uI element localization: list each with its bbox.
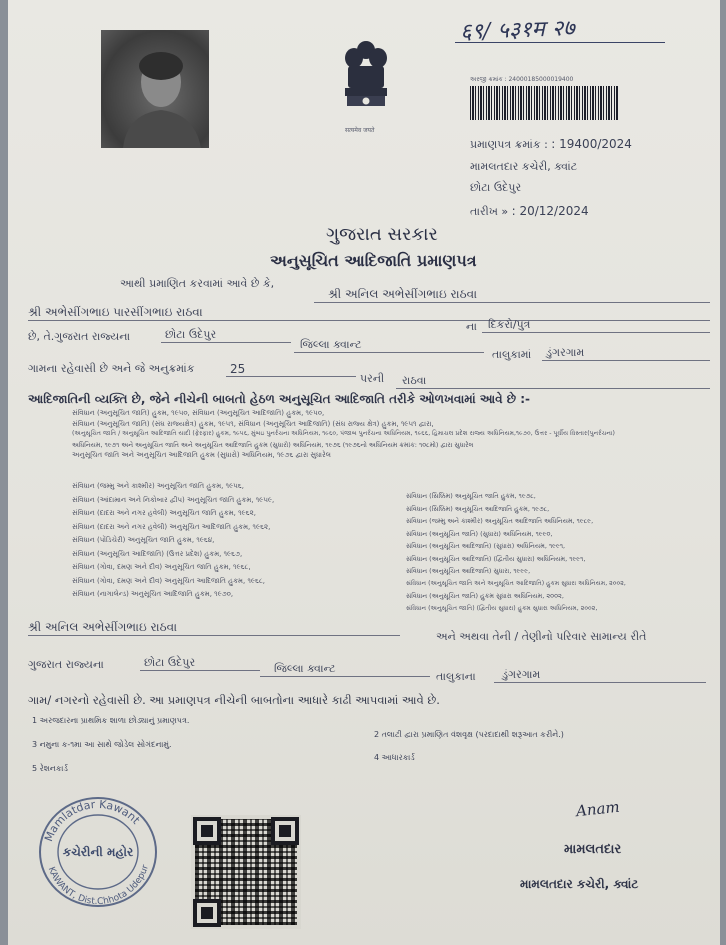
- certificate-number-label: પ્રમાણપત્ર ક્રમાંક :: [470, 138, 548, 151]
- order-item: સંવિધાન (અનુસૂચિત આદિજાતિ) (દ્વિતીય સુધારા) અધિનિયમ, ૧૯૯૧,: [406, 554, 586, 563]
- svg-text:KAWANT, Dist.Chhota Udepur: [46, 863, 151, 907]
- order-item: સંવિધાન (અનુસૂચિત જાતિ) (સુધારા) અધિનિયમ, ૧૯૯૦,: [406, 529, 553, 538]
- signature: Anam: [575, 797, 621, 821]
- document-item: 1 અરજદારના પ્રાથમિક શાળા છોડ્યાનું પ્રમાણપત્ર.: [32, 716, 190, 725]
- qr-code: [191, 815, 301, 929]
- document-item: 3 નમુના ક-૧મા આ સાથે જોડેલ સોગંદનામું.: [32, 740, 172, 749]
- national-emblem-icon: [338, 38, 394, 128]
- order-item: સંવિધાન (અનુસૂચિત આદિજાતિ) (સુધારા) અધિનિયમ, ૧૯૯૧,: [406, 542, 566, 550]
- qr-finder: [193, 899, 221, 927]
- government-title: ગુજરાત સરકાર: [326, 224, 438, 245]
- order-item: સંવિધાન (આંદામાન અને નિકોબાર દ્વીપ) અનુસૂચિત જાતિ હુકમ, ૧૯૫૯,: [72, 495, 275, 504]
- document-item: 2 તલાટી દ્વારા પ્રમાણિત વંશવૃક્ષ (પરદાદાથી શરૂઆત કરીને.): [374, 730, 564, 739]
- order-item: સંવિધાન (ગોવા, દમણ અને દીવ) અનુસૂચિત આદિજાતિ હુકમ, ૧૯૬૮,: [72, 576, 266, 585]
- seal-bottom-text: KAWANT, Dist.Chhota Udepur: [45, 863, 152, 908]
- tribe: રાઠવા: [396, 374, 710, 389]
- applicant-name-2: શ્રી અનિલ અભેસીંગભાઇ રાઠવા: [28, 620, 400, 636]
- resident-text: ગામના રહેવાસી છે અને જે અનુક્રમાંક: [28, 362, 195, 375]
- constitution-line: સંવિધાન (અનુસૂચિત જાતિ) (સંઘ રાજ્યક્ષેત્ર) હુકમ, ૧૯૫૧, સંવિધાન (અનુસૂચિત આદિજાતિ) (સંઘ રાજ્ય ક્ષેત્ર) હુકમ, ૧૯૫૧ દ્વારા,: [72, 419, 434, 428]
- document-item: 4 આધારકાર્ડ: [374, 753, 415, 762]
- office-seal-stamp: [28, 790, 166, 912]
- barcode: [470, 86, 618, 120]
- certify-text: આથી પ્રમાણિત કરવામાં આવે છે કે,: [120, 277, 275, 290]
- seal-center-text: કચેરીની મહોર: [62, 845, 134, 859]
- district-value-2: છોટા ઉદેપુર: [140, 656, 260, 671]
- office-line-2: છોટા ઉદેપુર: [470, 181, 522, 194]
- basis-sentence: ગામ/ નગરનો રહેવાસી છે. આ પ્રમાણપત્ર નીચેની બાબતોના આધારે કાઢી આપવામાં આવે છે.: [28, 693, 440, 707]
- certificate-title: અનુસૂચિત આદિજાતિ પ્રમાણપત્ર: [270, 251, 477, 270]
- applicant-name: શ્રી અનિલ અભેસીંગભાઇ રાઠવા: [314, 287, 710, 303]
- emblem-caption: सत्यमेव जयते: [345, 127, 375, 134]
- family-text: અને અથવા તેની / તેણીનો પરિવાર સામાન્ય રીતે: [436, 630, 647, 643]
- order-item: સંવિધાન (અનુસૂચિત આદિજાતિ) સુધારા, ૧૯૯૯,: [406, 567, 531, 575]
- na-label: ના: [466, 320, 477, 333]
- certificate-number: : 19400/2024: [551, 137, 632, 151]
- father-name: શ્રી અભેસીંગભાઇ પારસીંગભાઇ રાઠવા: [28, 305, 710, 321]
- person-silhouette-icon: [101, 30, 209, 148]
- village-2: ડુંગરગામ: [494, 668, 706, 683]
- state-prefix: છે, તે.ગુજરાત રાજ્યના: [28, 330, 131, 343]
- orders-left-column: [72, 480, 274, 602]
- order-item: સંવિધાન (અનુસૂચિત જાતિ) (દ્વિતીય સુધારા) હુકમ સુધારા અધિનિયમ, ૨૦૦૨,: [406, 604, 598, 612]
- designation-office: મામલતદાર કચેરી, ક્વાંટ: [520, 877, 639, 891]
- document-item: 5 રેશનકાર્ડ: [32, 764, 68, 773]
- office-line-1: મામલતદાર કચેરી, ક્વાંટ: [470, 160, 578, 173]
- date-row: [470, 204, 589, 219]
- village: ડુંગરગામ: [542, 346, 710, 361]
- order-item: સંવિધાન (અનુસૂચિત આદિજાતિ) (ઉત્તર પ્રદેશ) હુકમ, ૧૯૬૭,: [72, 549, 243, 558]
- taluka-label-2: તાલુકાના: [436, 670, 476, 683]
- orders-right-column: [406, 490, 626, 615]
- district-label-2: જિલ્લા ક્વાન્ટ: [260, 662, 430, 677]
- certificate-number-row: [470, 137, 632, 152]
- order-item: સંવિધાન (અનુસૂચિત જાતિ અને અનુસૂચિત આદિજાતિ) હુકમ સુધારા અધિનિયમ, ૨૦૦૨,: [406, 579, 626, 587]
- handwritten-reference: ६९/ ५३१म २७: [459, 16, 576, 45]
- order-item: સંવિધાન (દાદરા અને નગર હવેલી) અનુસૂચિત આદિજાતિ હુકમ, ૧૯૬૨,: [72, 522, 271, 531]
- order-item: સંવિધાન (ગોવા, દમણ અને દીવ) અનુસૂચિત જાતિ હુકમ, ૧૯૬૮,: [72, 563, 251, 571]
- qr-finder: [271, 817, 299, 845]
- taluka-label: તાલુકામાં: [492, 348, 532, 361]
- constitution-line: અધિનિયમ, ૧૯૭૧ અને અનુસૂચિત જાતિ અને અનુસૂચિત આદિજાતિ હુકમ (સુધારો) અધિનિયમ, ૧૯૭૬ (૧૯૭૬નો અધિનિયમ ક્રમાંક: ૧૦૮મો) દ્વારા સુધારેલ: [72, 440, 474, 449]
- constitution-line: (અનુસૂચિત જાતિ / અનુસૂચિત આદિજાતિ યાદી (ફેરફાર) હુકમ, ૧૯૫૬, મુંબઇ પુનર્રચના અધિનિયમ, ૧૯૬૦, પંજાબ પુનર્રચના અધિનિયમ, ૧૯૬૬, હિમાચલ પ્રદેશ રાજ્ય અધિનિયમ,૧૯૭૦, ઉત્તર - પૂર્વીય વિસ્તાર(પુનર્રચના): [72, 430, 615, 437]
- relation: દિકરો/પુત્ર: [482, 318, 710, 333]
- applicant-photo: [101, 30, 209, 148]
- date-label: તારીખ »: [470, 205, 509, 218]
- constitution-line: સંવિધાન (અનુસૂચિત જાતિ) હુકમ, ૧૯૫૦, સંવિધાન (અનુસૂચિત આદિજાતિ) હુકમ, ૧૯૫૦,: [72, 409, 325, 417]
- order-item: સંવિધાન (સિક્કિમ) અનુસૂચિત આદિજાતિ હુકમ, ૧૯૭૮,: [406, 504, 550, 513]
- order-item: સંવિધાન (નાગાલેન્ડ) અનુસૂચિત આદિજાતિ હુકમ, ૧૯૭૦,: [72, 590, 234, 598]
- parni-label: પરની: [360, 372, 385, 385]
- certificate-page: [8, 0, 720, 945]
- order-item: સંવિધાન (સિક્કિમ) અનુસૂચિત જાતિ હુકમ, ૧૯૭૮,: [406, 492, 536, 500]
- order-item: સંવિધાન (જમ્મુ અને કાશ્મીર) અનુસૂચિત આદિજાતિ અધિનિયમ, ૧૯૮૯,: [406, 517, 594, 525]
- qr-finder: [193, 817, 221, 845]
- district-label: જિલ્લા ક્વાન્ટ: [294, 338, 484, 353]
- serial-number: 25: [226, 362, 356, 377]
- tribe-sentence: આદિજાતિની વ્યક્તિ છે, જેને નીચેની બાબતો હેઠળ અનુસૂચિત આદિજાતિ તરીકે ઓળખવામાં આવે છે :-: [28, 392, 530, 406]
- barcode-label: અરજી ક્રમાંક : 24000185000019400: [470, 76, 574, 83]
- designation: મામલતદાર: [564, 842, 622, 857]
- order-item: સંવિધાન (અનુસૂચિત જાતિ) હુકમ સુધારા અધિનિયમ, ૨૦૦૨,: [406, 592, 564, 600]
- issue-date: : 20/12/2024: [511, 204, 589, 218]
- district-value: છોટા ઉદેપુર: [161, 328, 291, 343]
- order-item: સંવિધાન (જમ્મુ અને કાશ્મીર) અનુસૂચિત જાતિ હુકમ, ૧૯૫૬,: [72, 482, 244, 490]
- constitution-paragraph: [72, 408, 615, 461]
- order-item: સંવિધાન (પોંડિચેરી) અનુસૂચિત જાતિ હુકમ, ૧૯૬૪,: [72, 536, 215, 544]
- order-item: સંવિધાન (દાદરા અને નગર હવેલી) અનુસૂચિત જાતિ હુકમ, ૧૯૬૨,: [72, 509, 256, 517]
- constitution-line: અનુસૂચિત જાતિ અને અનુસૂચિત આદિજાતિ હુકમ (સુધારો) અધિનિયમ, ૧૯૭૬ દ્વારા સુધારેલ: [72, 451, 331, 459]
- state-prefix-2: ગુજરાત રાજ્યના: [28, 658, 104, 671]
- seal-top-text: Mamlatdar Kawant: [42, 797, 143, 844]
- handwritten-underline: [455, 42, 665, 43]
